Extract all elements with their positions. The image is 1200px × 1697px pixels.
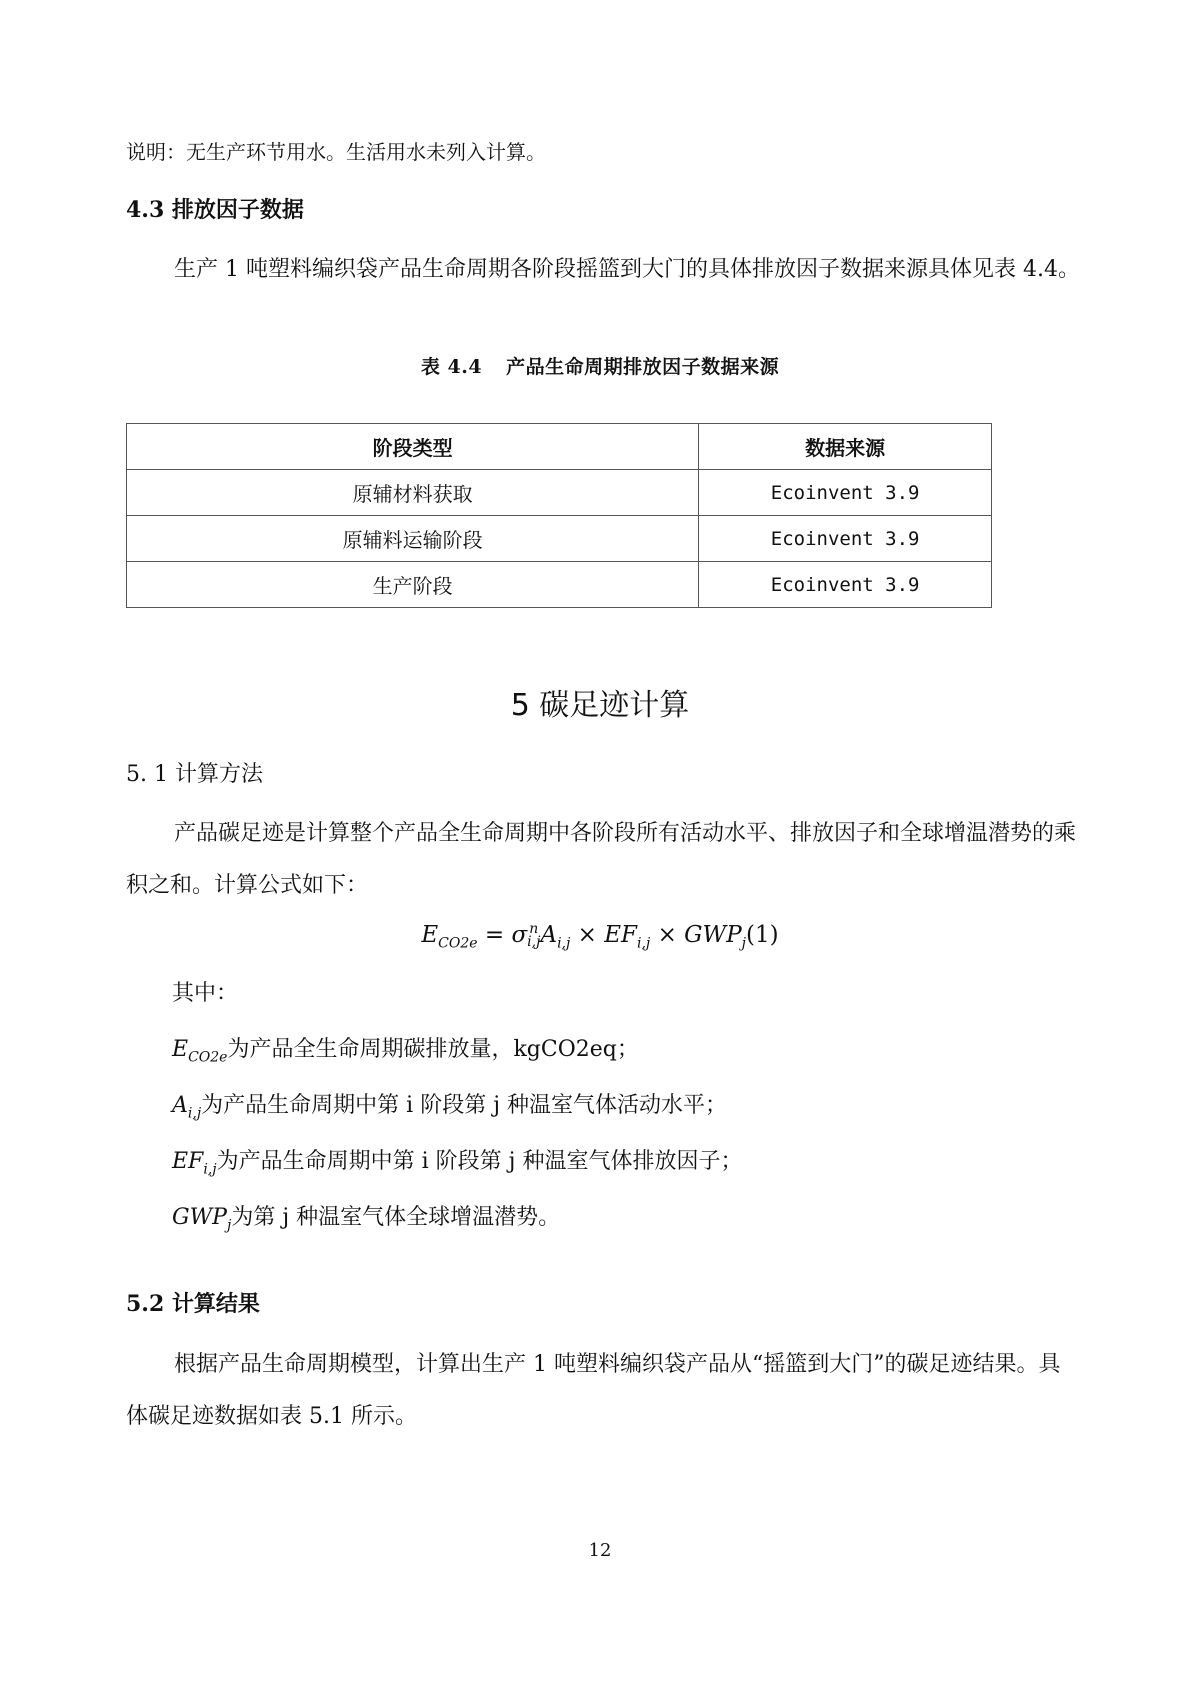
- table-cell: Ecoinvent 3.9: [699, 470, 992, 516]
- formula-a: A: [540, 922, 558, 948]
- formula-ef-sub: i,j: [637, 935, 651, 952]
- formula-ef: × EF: [570, 922, 637, 948]
- table-caption-title: 产品生命周期排放因子数据来源: [506, 356, 780, 378]
- definition-text: 为产品生命周期中第 i 阶段第 j 种温室气体排放因子；: [216, 1149, 743, 1174]
- formula-lhs: E: [421, 922, 439, 948]
- definition-sub: j: [227, 1217, 232, 1234]
- table-row: [127, 516, 992, 562]
- table-row: [127, 470, 992, 516]
- section-5-2-paragraph: 根据产品生命周期模型，计算出生产 1 吨塑料编织袋产品从“摇篮到大门”的碳足迹结果。具体碳足迹数据如表 5.1 所示。: [126, 1352, 1061, 1429]
- definition-item: [172, 1144, 742, 1177]
- section-4-3-paragraph: 生产 1 吨塑料编织袋产品生命周期各阶段摇篮到大门的具体排放因子数据来源具体见表 4.4。: [174, 257, 1080, 282]
- formula-gwp-sub: j: [741, 935, 747, 952]
- definition-item: [172, 1088, 727, 1121]
- definition-sub: i,j: [203, 1161, 217, 1178]
- definition-sub: CO2e: [188, 1049, 228, 1066]
- chapter-5-title: 5 碳足迹计算: [510, 688, 690, 723]
- table-header-cell: 数据来源: [699, 424, 992, 470]
- definition-item: [172, 1200, 560, 1233]
- definition-symbol: A: [172, 1093, 188, 1118]
- table-caption-number: 表 4.4: [420, 356, 483, 378]
- definition-symbol: GWP: [172, 1205, 227, 1230]
- table-header-cell: 阶段类型: [127, 424, 699, 470]
- sigma-sub: i,j: [527, 934, 541, 950]
- section-5-1-heading: 5. 1 计算方法: [126, 762, 263, 787]
- definition-item: [172, 1032, 639, 1065]
- section-5-1-paragraph: 产品碳足迹是计算整个产品全生命周期中各阶段所有活动水平、排放因子和全球增温潜势的乘积之和。计算公式如下：: [126, 821, 1077, 898]
- carbon-footprint-formula: [0, 922, 1200, 952]
- table-4-4-caption: [0, 352, 1200, 379]
- definition-text: 为产品生命周期中第 i 阶段第 j 种温室气体活动水平；: [201, 1093, 728, 1118]
- section-5-2-heading: 5.2 计算结果: [126, 1291, 260, 1317]
- table-cell: Ecoinvent 3.9: [699, 516, 992, 562]
- table-cell: 原辅材料获取: [127, 470, 699, 516]
- sigma-sup: n: [529, 921, 539, 937]
- where-label: 其中：: [172, 981, 239, 1006]
- definition-sub: i,j: [187, 1105, 202, 1122]
- table-cell: 原辅料运输阶段: [127, 516, 699, 562]
- definition-symbol: E: [172, 1037, 189, 1062]
- emission-source-table: [126, 423, 992, 608]
- section-4-3-heading: 4.3 排放因子数据: [126, 197, 304, 223]
- sigma-indices: [527, 923, 540, 949]
- table-header-row: [127, 424, 992, 470]
- table-cell: 生产阶段: [127, 562, 699, 608]
- table-row: [127, 562, 992, 608]
- formula-lhs-sub: CO2e: [438, 935, 478, 952]
- definition-symbol: EF: [172, 1149, 204, 1174]
- formula-sigma: = σ: [477, 922, 528, 948]
- page-number: 12: [588, 1540, 612, 1561]
- formula-gwp: × GWP: [650, 922, 742, 948]
- note-text: 说明：无生产环节用水。生活用水未列入计算。: [126, 140, 546, 164]
- formula-a-sub: i,j: [557, 935, 571, 952]
- definition-text: 为第 j 种温室气体全球增温潜势。: [231, 1205, 561, 1230]
- formula-number: (1): [746, 922, 779, 948]
- definition-text: 为产品全生命周期碳排放量，kgCO2eq；: [227, 1037, 639, 1062]
- table-cell: Ecoinvent 3.9: [699, 562, 992, 608]
